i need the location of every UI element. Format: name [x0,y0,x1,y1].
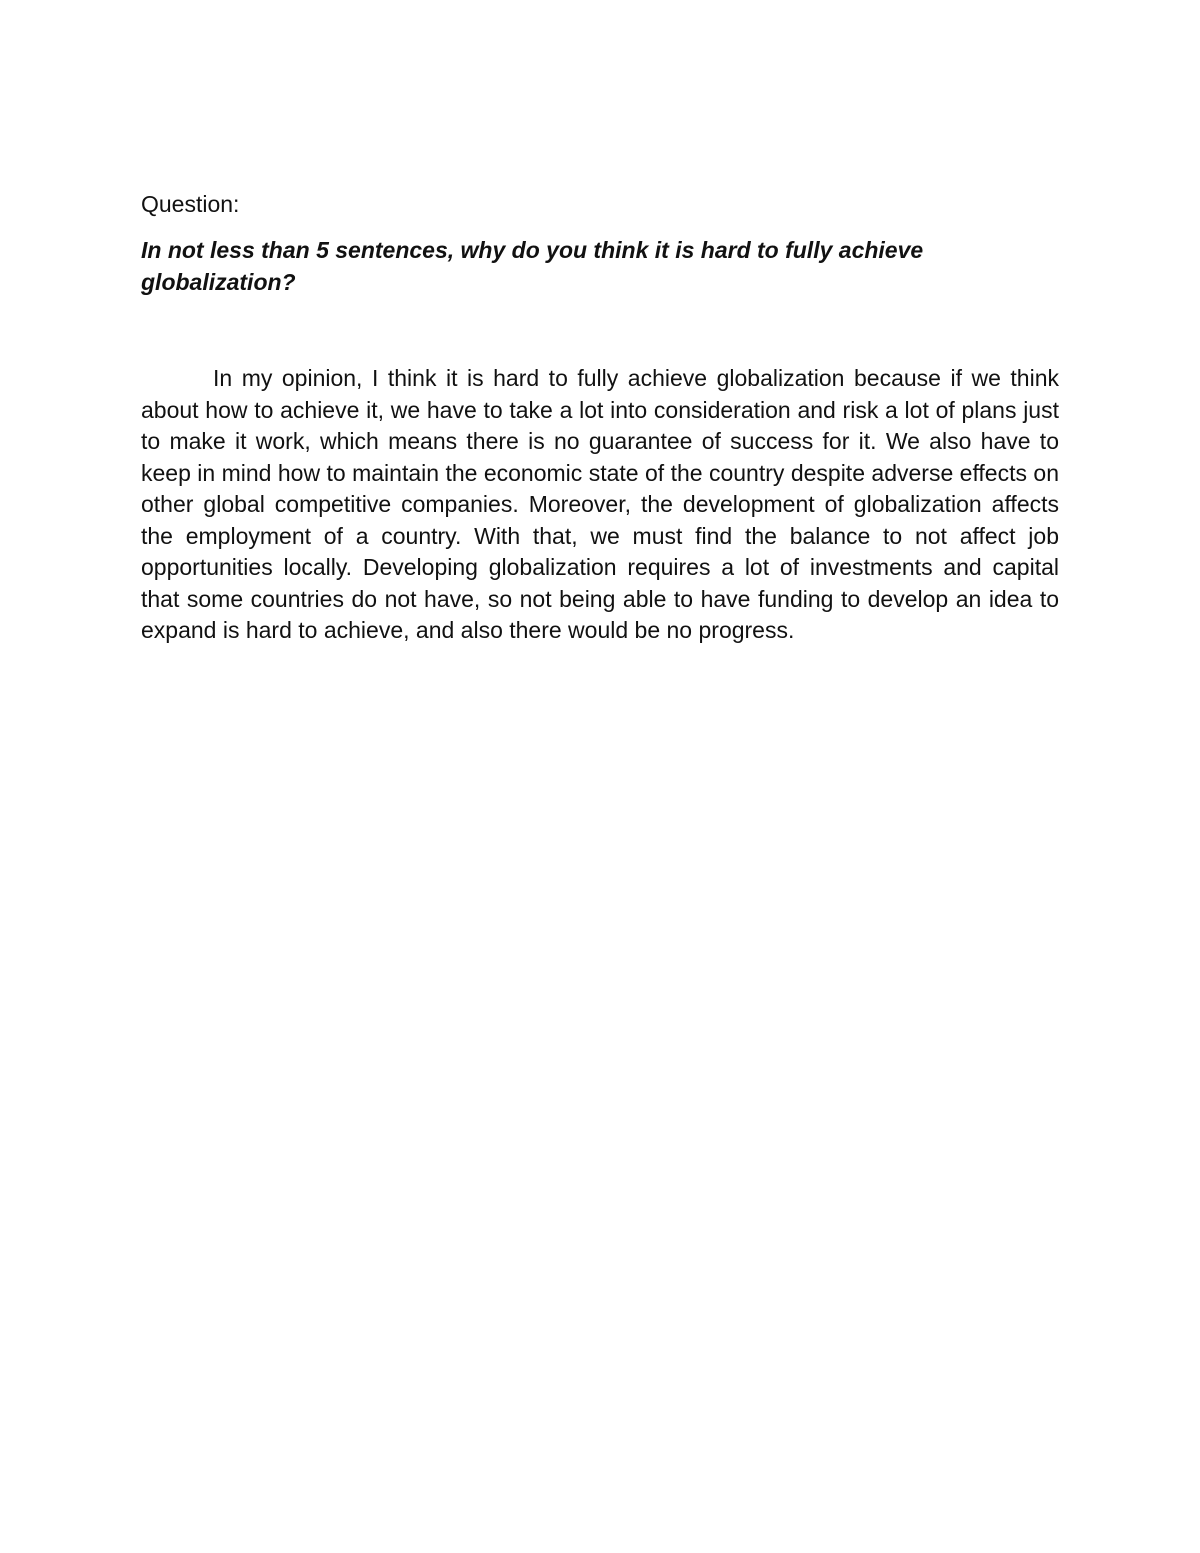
answer-paragraph: In my opinion, I think it is hard to fully achieve globalization because if we think about how to achieve it, we have to take a lot into consideration and risk a lot of plans just to make it work, which means there is no guarantee of success for it. We also have to keep in mind how to maintain the economic state of the country despite adverse effects on other global competitive companies. Moreover, the development of globalization affects the employment of a country. With that, we must find the balance to not affect job opportunities locally. Developing globalization requires a lot of investments and capital that some countries do not have, so not being able to have funding to develop an idea to expand is hard to achieve, and also there would be no progress. [141,365,1059,643]
document-body [141,188,1059,647]
question-label: Question: [141,191,240,217]
question-text: In not less than 5 sentences, why do you think it is hard to fully achieve globalization? [141,237,924,295]
